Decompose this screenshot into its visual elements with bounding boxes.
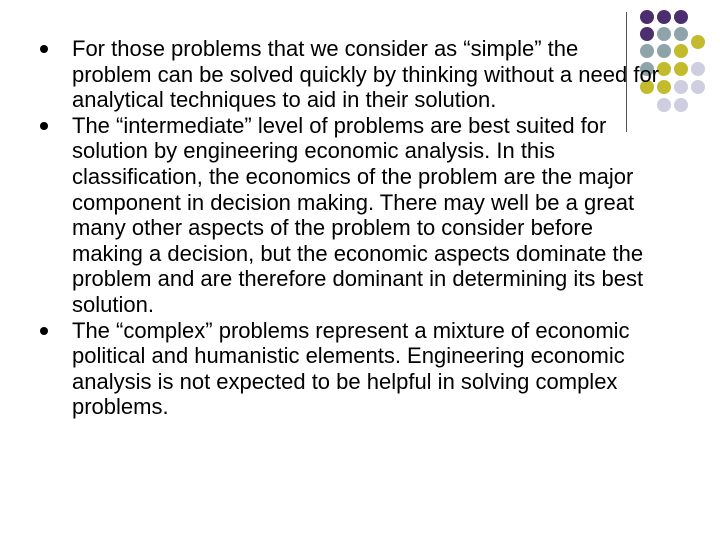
bullet-dot-icon bbox=[40, 45, 48, 53]
bullet-item bbox=[40, 36, 660, 113]
dot-purple bbox=[674, 10, 688, 24]
bullet-item bbox=[40, 113, 660, 318]
bullet-list bbox=[40, 36, 660, 420]
dot-olive bbox=[691, 35, 705, 49]
dot-olive bbox=[674, 62, 688, 76]
dot-lavender bbox=[691, 80, 705, 94]
dot-lavender bbox=[674, 98, 688, 112]
bullet-dot-icon bbox=[40, 122, 48, 130]
bullet-text: The “intermediate” level of problems are best suited for solution by engineering economic analysis. In this classification, the economics of the problem are the major component in decision making. There may well be a great many other aspects of the problem to consider before making a decision, but the economic aspects dominate the problem and are therefore dominant in determining its best solution. bbox=[72, 112, 644, 317]
dot-lavender bbox=[674, 80, 688, 94]
bullet-dot-icon bbox=[40, 327, 48, 335]
dot-purple bbox=[657, 10, 671, 24]
dot-lavender bbox=[691, 62, 705, 76]
bullet-item bbox=[40, 318, 660, 420]
dot-olive bbox=[674, 44, 688, 58]
dot-purple bbox=[640, 10, 654, 24]
bullet-text: The “complex” problems represent a mixture of economic political and humanistic elements. Engineering economic analysis is not expected to be helpful in solving complex problems. bbox=[72, 317, 630, 420]
dot-teal bbox=[674, 27, 688, 41]
bullet-text: For those problems that we consider as “simple” the problem can be solved quickly by thinking without a need for analytical techniques to aid in their solution. bbox=[72, 36, 660, 113]
